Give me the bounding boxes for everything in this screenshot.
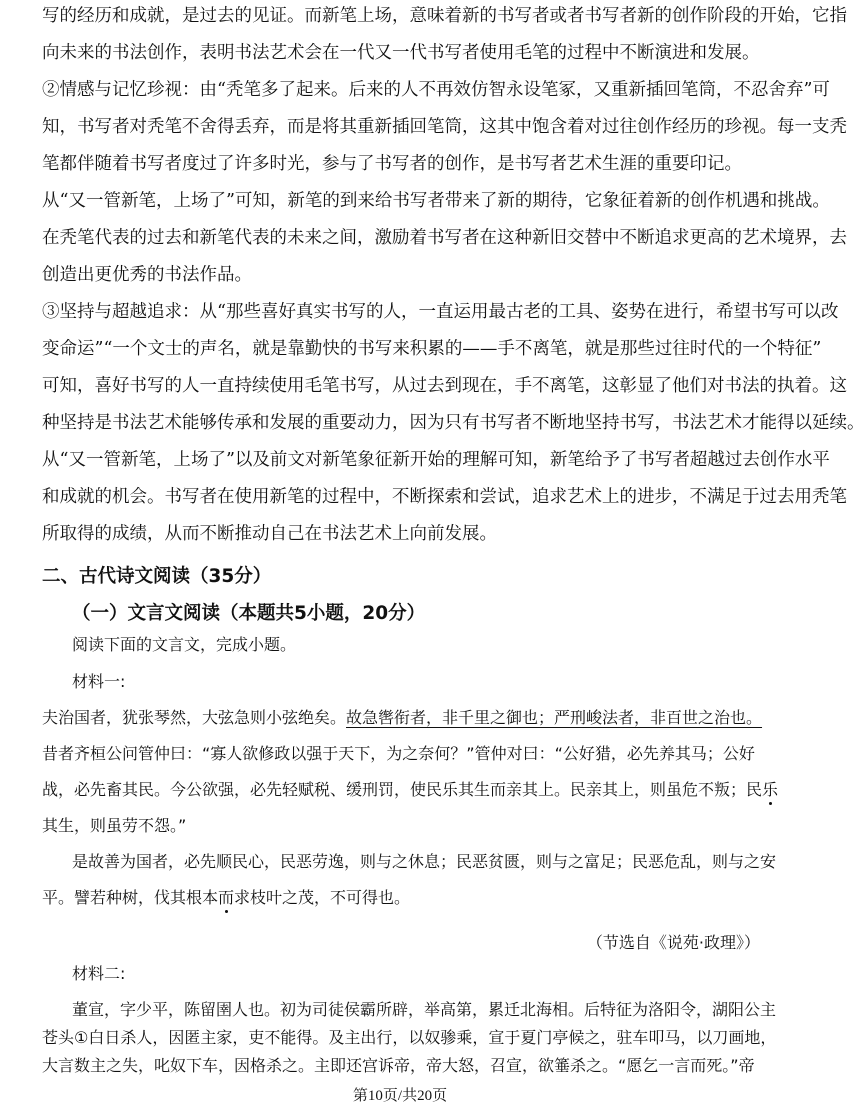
text-line: 可知，喜好书写的人一直持续使用毛笔书写，从过去到现在，手不离笔，这彰显了他们对书法的执着。这 (42, 376, 847, 396)
text-line: ②情感与记忆珍视：由“秃笔多了起来。后来的人不再效仿智永设笔冢，又重新插回笔筒，不忍舍弃”可 (42, 80, 830, 100)
text-line: 和成就的机会。书写者在使用新笔的过程中，不断探索和尝试，追求艺术上的进步，不满足于过去用秃笔 (42, 487, 847, 507)
text-line: 其生，则虽劳不怨。” (42, 816, 187, 835)
subsection-heading: （一）文言文阅读（本题共5小题，20分） (72, 603, 426, 624)
text-line: 变命运”“一个文士的声名，就是靠勤快的书写来积累的——手不离笔，就是那些过往时代的一个特征” (42, 339, 822, 359)
text-line: 写的经历和成就，是过去的见证。而新笔上场，意味着新的书写者或者书写者新的创作阶段的开始，它指 (42, 6, 847, 26)
section-heading: 二、古代诗文阅读（35分） (42, 566, 272, 587)
text-line (42, 890, 422, 906)
text-line: 创造出更优秀的书法作品。 (42, 265, 252, 285)
text-line: 在秃笔代表的过去和新笔代表的未来之间，激励着书写者在这种新旧交替中不断追求更高的艺术境界，去 (42, 228, 847, 248)
dotted-character: 乐 (762, 780, 779, 799)
text-segment: 平。譬若种树，伐其根本 (42, 888, 219, 907)
dotted-character: 而 (218, 888, 235, 907)
text-line: 大言数主之失，叱奴下车，因格杀之。主即还宫诉帝，帝大怒，召宣，欲箠杀之。“愿乞一言而死。”帝 (42, 1056, 755, 1075)
text-line: 种坚持是书法艺术能够传承和发展的重要动力，因为只有书写者不断地坚持书写，书法艺术才能得以延续。 (42, 413, 865, 433)
material-label: 材料二: (72, 964, 126, 983)
text-line: 从“又一管新笔，上场了”以及前文对新笔象征新开始的理解可知，新笔给予了书写者超越过去创作水平 (42, 450, 830, 470)
text-line: ③坚持与超越追求：从“那些喜好真实书写的人，一直运用最古老的工具、姿势在进行，希望书写可以改 (42, 302, 839, 322)
text-line: 向未来的书法创作，表明书法艺术会在一代又一代书写者使用毛笔的过程中不断演进和发展。 (42, 43, 760, 63)
underlined-sentence: 故急辔衔者，非千里之御也；严刑峻法者，非百世之治也。 (346, 708, 763, 727)
text-segment: 夫治国者，犹张琴然，大弦急则小弦绝矣。 (42, 708, 347, 727)
text-line: 苍头①白日杀人，因匿主家，吏不能得。及主出行，以奴骖乘，宣于夏门亭候之，驻车叩马，以刀画地， (42, 1028, 777, 1047)
page-footer: 第10页/共20页 (352, 1088, 448, 1104)
text-segment: 求枝叶之茂，不可得也。 (234, 888, 411, 907)
text-line (42, 780, 779, 799)
instruction-text: 阅读下面的文言文，完成小题。 (72, 635, 297, 654)
text-line: 知，书写者对秃笔不舍得丢弃，而是将其重新插回笔筒，这其中饱含着对过往创作经历的珍视。每一支秃 (42, 117, 847, 137)
text-line (42, 710, 772, 726)
text-line: 笔都伴随着书写者度过了许多时光，参与了书写者的创作，是书写者艺术生涯的重要印记。 (42, 154, 742, 174)
text-line: 昔者齐桓公问管仲曰：“寡人欲修政以强于天下，为之奈何？”管仲对曰：“公好猎，必先养其马；公好 (42, 744, 755, 763)
text-line: 是故善为国者，必先顺民心，民恶劳逸，则与之休息；民恶贫匮，则与之富足；民恶危乱，则与之安 (72, 852, 777, 871)
text-segment: 战，必先畜其民。今公欲强，必先轻赋税、缓刑罚，使民乐其生而亲其上。民亲其上，则虽危不叛；民 (42, 780, 763, 799)
text-line: 所取得的成绩，从而不断推动自己在书法艺术上向前发展。 (42, 524, 497, 544)
source-citation: （节选自《说苑·政理》） (586, 933, 760, 952)
text-line: 董宣，字少平，陈留圉人也。初为司徒侯霸所辟，举高第，累迁北海相。后特征为洛阳令，湖阳公主 (72, 1000, 777, 1019)
text-line: 从“又一管新笔，上场了”可知，新笔的到来给书写者带来了新的期待，它象征着新的创作机遇和挑战。 (42, 191, 830, 211)
material-label: 材料一: (72, 672, 126, 691)
